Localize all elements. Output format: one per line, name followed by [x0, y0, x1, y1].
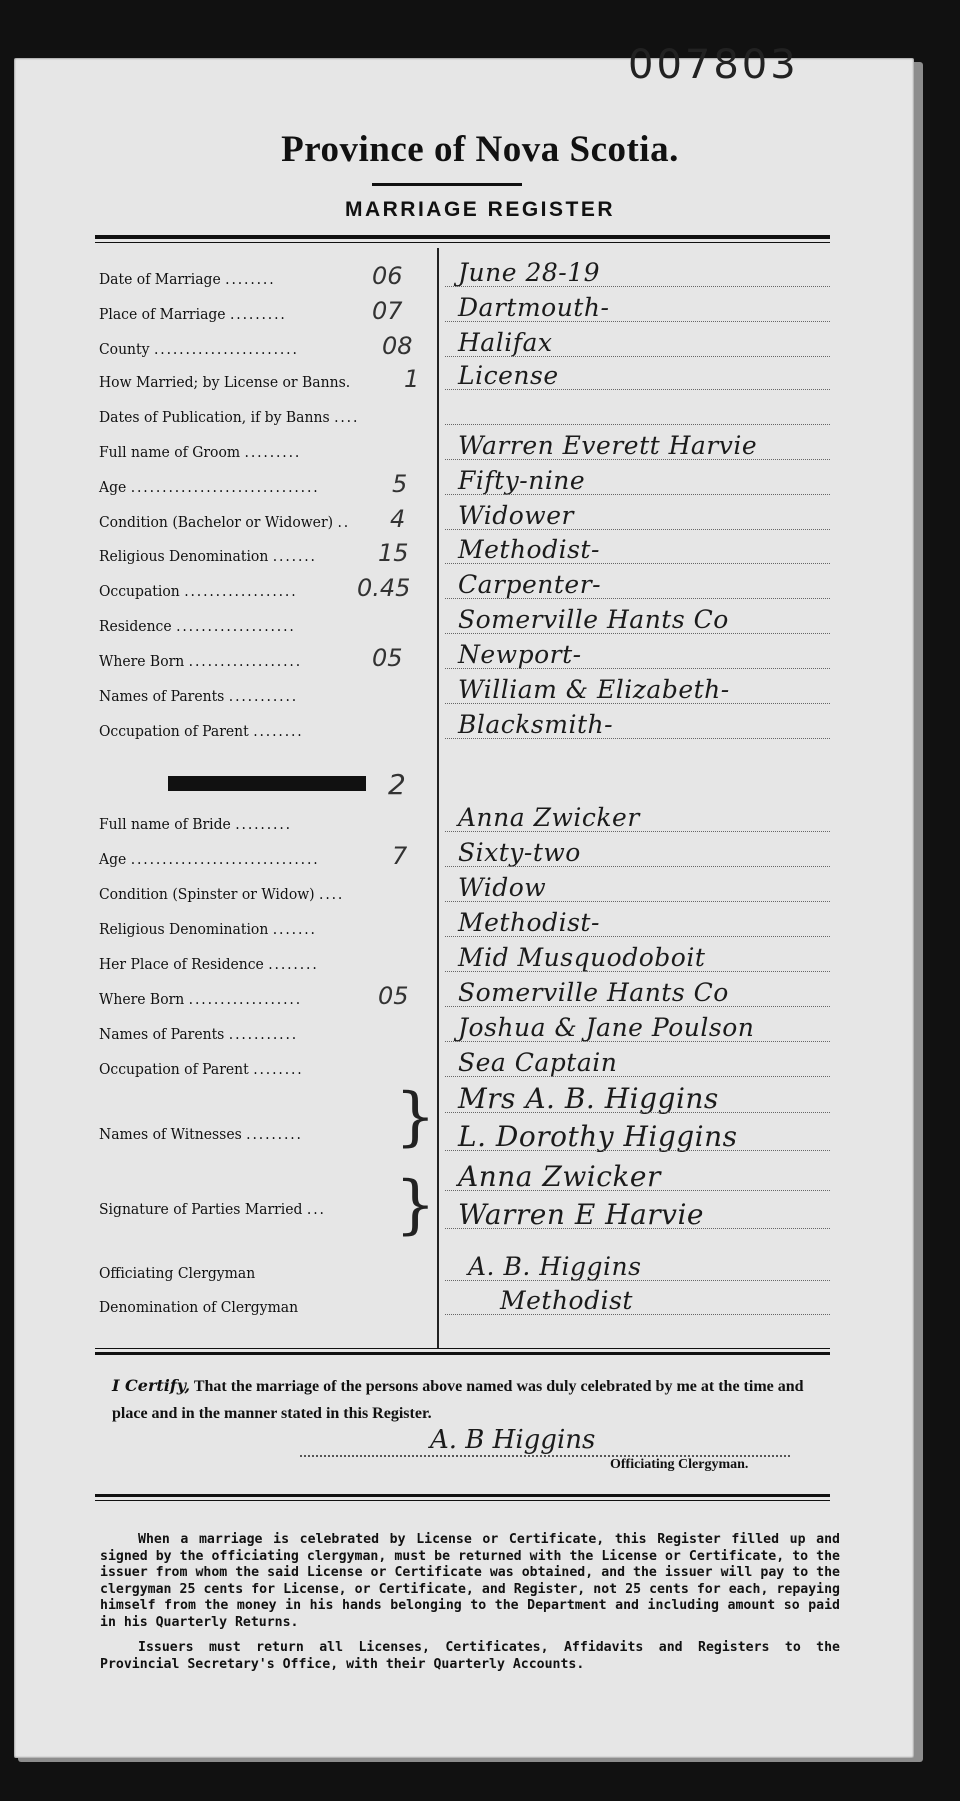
- how-married-code: 1: [404, 365, 420, 393]
- groom-residence-label: [99, 617, 296, 635]
- bride-parent-occupation-label: [99, 1060, 304, 1078]
- groom-full-name-label-text: Full name of Groom: [99, 443, 241, 461]
- groom-condition-value: Widower: [458, 501, 574, 530]
- groom-parent-occupation-leader-dots: ........: [253, 722, 304, 740]
- notice-paragraph-2: Issuers must return all Licenses, Certificates, Affidavits and Registers to the Provincial Secretary's Office, with their Quarterly Accounts.: [100, 1640, 840, 1672]
- certify-rule-thin: [95, 1348, 830, 1349]
- witnesses-brace: }: [395, 1080, 436, 1154]
- groom-occupation-value-line: [445, 598, 830, 599]
- signatures-label-text: Signature of Parties Married: [99, 1200, 303, 1218]
- bride-full-name-leader-dots: .........: [235, 815, 292, 833]
- witnesses-value-1: Mrs A. B. Higgins: [458, 1082, 719, 1115]
- groom-residence-value-line: [445, 633, 830, 634]
- groom-residence-leader-dots: ...................: [176, 617, 296, 635]
- bride-parents-value: Joshua & Jane Poulson: [458, 1013, 755, 1042]
- witnesses-label-text: Names of Witnesses: [99, 1125, 242, 1143]
- certify-signature: A. B Higgins: [430, 1425, 596, 1455]
- bride-birthplace-value-line: [445, 1006, 830, 1007]
- county-code: 08: [382, 332, 413, 360]
- groom-parent-occupation-value-line: [445, 738, 830, 739]
- date-of-marriage-label: [99, 270, 276, 288]
- officiating-clergyman-label: Officiating Clergyman: [99, 1264, 256, 1282]
- witnesses-leader-dots: .........: [246, 1125, 303, 1143]
- groom-age-value-line: [445, 494, 830, 495]
- groom-condition-leader-dots: ..: [337, 513, 351, 531]
- date-of-marriage-value-line: [445, 286, 830, 287]
- title-rule: [372, 183, 522, 186]
- date-of-marriage-leader-dots: ........: [225, 270, 276, 288]
- county-label-text: County: [99, 340, 150, 358]
- bride-age-code: 7: [392, 842, 408, 870]
- section-code: 2: [388, 768, 406, 801]
- groom-full-name-value-line: [445, 459, 830, 460]
- bride-age-value-line: [445, 866, 830, 867]
- groom-condition-code: 4: [390, 505, 406, 533]
- place-of-marriage-value: Dartmouth-: [458, 293, 610, 322]
- bride-religion-label: [99, 920, 317, 938]
- groom-age-label: [99, 478, 320, 496]
- county-leader-dots: .......................: [153, 340, 299, 358]
- groom-condition-label: [99, 513, 350, 531]
- groom-occupation-leader-dots: ..................: [184, 582, 298, 600]
- place-of-marriage-code: 07: [372, 297, 403, 325]
- column-divider: [437, 248, 439, 1348]
- bride-religion-value: Methodist-: [458, 908, 600, 937]
- bride-parent-occupation-value-line: [445, 1076, 830, 1077]
- groom-occupation-label: [99, 582, 297, 600]
- groom-birthplace-value-line: [445, 668, 830, 669]
- bride-residence-label-text: Her Place of Residence: [99, 955, 264, 973]
- groom-age-label-text: Age: [99, 478, 127, 496]
- witnesses-value-line-1: [445, 1112, 830, 1113]
- bride-residence-label: [99, 955, 319, 973]
- groom-condition-label-text: Condition (Bachelor or Widower): [99, 513, 334, 531]
- bride-full-name-label: [99, 815, 292, 833]
- clergyman-denomination-value: Methodist: [500, 1286, 633, 1315]
- bride-age-leader-dots: ..............................: [130, 850, 320, 868]
- bride-parents-value-line: [445, 1041, 830, 1042]
- page-subtitle: MARRIAGE REGISTER: [344, 198, 615, 221]
- groom-parents-label-text: Names of Parents: [99, 687, 225, 705]
- groom-religion-code: 15: [378, 539, 409, 567]
- bride-residence-value: Mid Musquodoboit: [458, 943, 706, 972]
- groom-age-value: Fifty-nine: [458, 466, 586, 495]
- bride-birthplace-code: 05: [378, 982, 409, 1010]
- date-of-marriage-value: June 28-19: [458, 258, 601, 287]
- bride-birthplace-value: Somerville Hants Co: [458, 978, 729, 1007]
- how-married-label: [99, 373, 350, 391]
- witnesses-label: [99, 1125, 303, 1143]
- groom-occupation-code: 0.45: [357, 574, 411, 602]
- witnesses-value-line-2: [445, 1150, 830, 1151]
- how-married-value: License: [458, 361, 559, 390]
- serial-number: 007803: [628, 42, 799, 88]
- groom-full-name-label: [99, 443, 301, 461]
- signatures-value-line-2: [445, 1228, 830, 1229]
- groom-full-name-leader-dots: .........: [244, 443, 302, 461]
- header-rule-thin: [95, 242, 830, 243]
- groom-parents-value-line: [445, 703, 830, 704]
- certify-lead: I Certify,: [112, 1376, 191, 1395]
- groom-parent-occupation-label: [99, 722, 304, 740]
- groom-parents-label: [99, 687, 298, 705]
- bride-full-name-value-line: [445, 831, 830, 832]
- groom-parent-occupation-value: Blacksmith-: [458, 710, 614, 739]
- bride-full-name-value: Anna Zwicker: [458, 803, 640, 832]
- groom-religion-label-text: Religious Denomination: [99, 547, 269, 565]
- bride-age-value: Sixty-two: [458, 838, 581, 867]
- bride-birthplace-label: [99, 990, 302, 1008]
- clergyman-denomination-label: Denomination of Clergyman: [99, 1298, 299, 1316]
- groom-birthplace-code: 05: [372, 644, 403, 672]
- bride-birthplace-label-text: Where Born: [99, 990, 185, 1008]
- dates-of-publication-label: [99, 408, 359, 426]
- bride-parent-occupation-label-text: Occupation of Parent: [99, 1060, 249, 1078]
- header-rule-thick: [95, 235, 830, 239]
- place-of-marriage-leader-dots: .........: [230, 305, 287, 323]
- dates-of-publication-value-line: [445, 424, 830, 425]
- groom-parent-occupation-label-text: Occupation of Parent: [99, 722, 249, 740]
- page-title: Province of Nova Scotia.: [281, 129, 679, 170]
- groom-occupation-value: Carpenter-: [458, 570, 602, 599]
- dates-of-publication-leader-dots: ....: [334, 408, 360, 426]
- bride-condition-label: [99, 885, 344, 903]
- place-of-marriage-label-text: Place of Marriage: [99, 305, 226, 323]
- bride-religion-value-line: [445, 936, 830, 937]
- groom-residence-value: Somerville Hants Co: [458, 605, 729, 634]
- bride-condition-label-text: Condition (Spinster or Widow): [99, 885, 315, 903]
- bride-parents-label-text: Names of Parents: [99, 1025, 225, 1043]
- groom-religion-value: Methodist-: [458, 535, 600, 564]
- groom-condition-value-line: [445, 529, 830, 530]
- date-of-marriage-code: 06: [372, 262, 403, 290]
- bride-condition-value-line: [445, 901, 830, 902]
- signatures-brace: }: [395, 1168, 436, 1242]
- groom-religion-value-line: [445, 563, 830, 564]
- place-of-marriage-label: [99, 305, 287, 323]
- certify-body: That the marriage of the persons above named was duly celebrated by me at the time and place and in the manner stated in this Register.: [112, 1378, 804, 1422]
- groom-age-leader-dots: ..............................: [130, 478, 320, 496]
- bride-birthplace-leader-dots: ..................: [188, 990, 302, 1008]
- bride-parents-label: [99, 1025, 298, 1043]
- bride-full-name-label-text: Full name of Bride: [99, 815, 231, 833]
- place-of-marriage-value-line: [445, 321, 830, 322]
- groom-religion-leader-dots: .......: [272, 547, 317, 565]
- groom-age-code: 5: [392, 470, 408, 498]
- county-value: Halifax: [458, 328, 553, 357]
- groom-occupation-label-text: Occupation: [99, 582, 180, 600]
- certify-rule-thick: [95, 1352, 830, 1355]
- groom-full-name-value: Warren Everett Harvie: [458, 431, 758, 460]
- bride-condition-leader-dots: ....: [319, 885, 345, 903]
- officiating-clergyman-value: A. B. Higgins: [468, 1252, 642, 1281]
- county-value-line: [445, 356, 830, 357]
- signatures-value-line-1: [445, 1190, 830, 1191]
- section-separator-bar: [168, 776, 366, 791]
- bride-parent-occupation-leader-dots: ........: [253, 1060, 304, 1078]
- notice-rule-thick: [95, 1494, 830, 1497]
- date-of-marriage-label-text: Date of Marriage: [99, 270, 221, 288]
- groom-birthplace-label: [99, 652, 302, 670]
- signatures-leader-dots: ...: [306, 1200, 326, 1218]
- groom-birthplace-label-text: Where Born: [99, 652, 185, 670]
- witnesses-value-2: L. Dorothy Higgins: [458, 1120, 738, 1153]
- signatures-value-1: Anna Zwicker: [458, 1160, 661, 1193]
- dates-of-publication-label-text: Dates of Publication, if by Banns: [99, 408, 330, 426]
- certification-text: [112, 1372, 842, 1427]
- signatures-value-2: Warren E Harvie: [458, 1198, 704, 1231]
- bride-parent-occupation-value: Sea Captain: [458, 1048, 618, 1077]
- signatures-label: [99, 1200, 326, 1218]
- bride-residence-leader-dots: ........: [268, 955, 319, 973]
- bride-condition-value: Widow: [458, 873, 547, 902]
- how-married-value-line: [445, 389, 830, 390]
- issuer-notice: [100, 1532, 840, 1682]
- groom-parents-value: William & Elizabeth-: [458, 675, 730, 704]
- notice-paragraph-1: When a marriage is celebrated by License or Certificate, this Register filled up and signed by the officiating clergyman, must be returned with the License or Certificate, to the issuer from whom the said License or Certificate was obtained, and the issuer will pay to the clergyman 25 cents for License, or Certificate, and Register, not 25 cents for each, repaying himself from the money in his hands belonging to the Department and including amount so paid in his Quarterly Returns.: [100, 1532, 840, 1630]
- bride-religion-leader-dots: .......: [272, 920, 317, 938]
- officiating-clergyman-value-line: [445, 1280, 830, 1281]
- groom-birthplace-leader-dots: ..................: [188, 652, 302, 670]
- certify-signature-caption: Officiating Clergyman.: [610, 1457, 749, 1472]
- groom-birthplace-value: Newport-: [458, 640, 582, 669]
- notice-rule-thin: [95, 1500, 830, 1501]
- bride-age-label-text: Age: [99, 850, 127, 868]
- groom-religion-label: [99, 547, 317, 565]
- clergyman-denomination-value-line: [445, 1314, 830, 1315]
- groom-residence-label-text: Residence: [99, 617, 172, 635]
- bride-parents-leader-dots: ...........: [228, 1025, 299, 1043]
- bride-age-label: [99, 850, 320, 868]
- county-label: [99, 340, 299, 358]
- groom-parents-leader-dots: ...........: [228, 687, 299, 705]
- bride-religion-label-text: Religious Denomination: [99, 920, 269, 938]
- how-married-label-text: How Married; by License or Banns.: [99, 373, 351, 391]
- bride-residence-value-line: [445, 971, 830, 972]
